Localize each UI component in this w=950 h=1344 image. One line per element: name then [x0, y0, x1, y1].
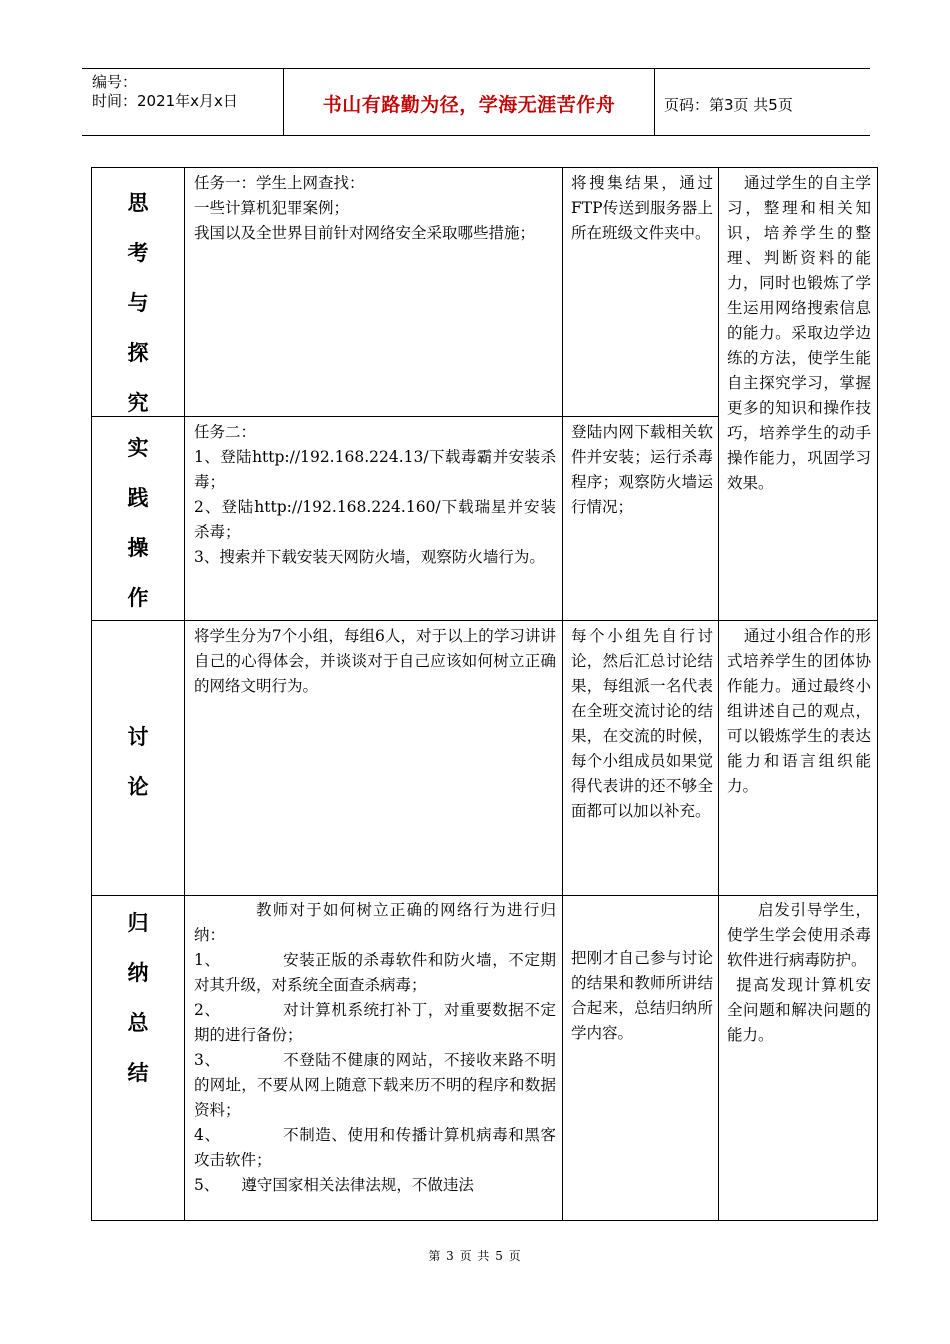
label-char: 归 — [127, 911, 149, 935]
summary-item-text: 不制造、使用和传播计算机病毒和黑客攻击软件； — [194, 1126, 556, 1169]
summary-intro: 教师对于如何树立正确的网络行为进行归纳： — [194, 901, 556, 944]
summary-intent-ability: 提高发现计算机安全问题和解决问题的能力。 — [727, 976, 871, 1044]
table-rule-discuss-summary — [91, 895, 878, 896]
table-rule-practice-discuss — [91, 620, 878, 621]
label-char: 结 — [127, 1061, 149, 1085]
practice-task-title: 任务二： — [194, 423, 257, 441]
label-char: 讨 — [127, 725, 149, 749]
header-top-rule — [82, 68, 870, 69]
table-col-rule-3 — [562, 167, 563, 1221]
discuss-activity: 每个小组先自行讨论，然后汇总讨论结果，每组派一名代表在全班交流讨论的结果，在交流的时候，每个小组成员如果觉得代表讲的还不够全面都可以加以补充。 — [571, 627, 713, 820]
summary-item — [194, 948, 556, 998]
label-char: 总 — [127, 1011, 149, 1035]
row-label-think — [92, 178, 184, 428]
summary-item-text: 遵守国家相关法律法规，不做违法 — [241, 1176, 474, 1194]
table-rule-think-practice — [91, 416, 718, 417]
summary-activity: 把刚才自己参与讨论的结果和教师所讲结合起来，总结归纳所学内容。 — [571, 949, 713, 1042]
label-char: 纳 — [127, 961, 149, 985]
table-col-rule-4 — [718, 167, 719, 1221]
summary-item — [194, 1123, 556, 1173]
summary-item-text: 安装正版的杀毒软件和防火墙，不定期对其升级，对系统全面查杀病毒； — [194, 951, 556, 994]
label-char: 探 — [127, 341, 149, 365]
page-footer: 第 3 页 共 5 页 — [428, 1249, 522, 1263]
think-task-item: 一些计算机犯罪案例； — [194, 199, 350, 217]
label-char: 作 — [127, 586, 149, 610]
practice-content — [194, 420, 556, 570]
discuss-content: 将学生分为7个小组，每组6人，对于以上的学习讲讲自己的心得体会，并谈谈对于自己应该如何树立正确的网络文明行为。 — [194, 627, 556, 695]
table-col-rule-2 — [184, 167, 185, 1221]
summary-item-text: 对计算机系统打补丁，对重要数据不定期的进行备份； — [194, 1001, 556, 1044]
label-char: 操 — [127, 536, 149, 560]
summary-item-number: 3、 — [194, 1051, 221, 1069]
row-label-practice — [92, 423, 184, 623]
practice-task-item: 1、登陆http://192.168.224.13/下载毒霸并安装杀毒； — [194, 448, 556, 491]
practice-task-item: 3、搜索并下载安装天网防火墙，观察防火墙行为。 — [194, 548, 545, 566]
think-task-title: 任务一：学生上网查找： — [194, 174, 365, 192]
table-rule-bottom — [91, 1220, 878, 1221]
header-number-label: 编号： — [92, 73, 138, 91]
header-time-label: 时间：2021年x月x日 — [92, 92, 238, 110]
summary-item — [194, 1173, 556, 1198]
header-page-info: 页码：第3页 共5页 — [664, 96, 793, 114]
label-char: 究 — [127, 391, 149, 415]
label-char: 与 — [127, 291, 149, 315]
think-activity: 将搜集结果，通过FTP传送到服务器上所在班级文件夹中。 — [571, 174, 713, 242]
label-char: 考 — [127, 241, 149, 265]
header-divider-left — [283, 68, 284, 135]
summary-item — [194, 1048, 556, 1123]
label-char: 论 — [127, 775, 149, 799]
table-rule-top — [91, 167, 878, 168]
summary-item — [194, 998, 556, 1048]
summary-item-text: 不登陆不健康的网站，不接收来路不明的网址，不要从网上随意下载来历不明的程序和数据资料； — [194, 1051, 556, 1119]
practice-activity: 登陆内网下载相关软件并安装；运行杀毒程序；观察防火墙运行情况； — [571, 423, 713, 516]
label-char: 践 — [127, 486, 149, 510]
think-task-item: 我国以及全世界目前针对网络安全采取哪些措施； — [194, 224, 536, 242]
header-divider-right — [654, 68, 655, 135]
think-content — [194, 171, 556, 246]
summary-item-number: 5、 — [194, 1176, 220, 1194]
summary-item-number: 4、 — [194, 1126, 221, 1144]
label-char: 实 — [127, 436, 149, 460]
summary-item-number: 1、 — [194, 951, 221, 969]
summary-content — [194, 898, 556, 1218]
table-col-rule-5 — [877, 167, 878, 1221]
think-practice-intent: 通过学生的自主学习，整理和相关知识，培养学生的整理、判断资料的能力，同时也锻炼了学生运用网络搜索信息的能力。采取边学边练的方法，使学生能自主探究学习，掌握更多的知识和操作技巧，培养学生的动手操作能力，巩固学习效果。 — [727, 174, 871, 492]
label-char: 思 — [127, 191, 149, 215]
summary-intent — [727, 898, 871, 1048]
practice-task-item: 2、登陆http://192.168.224.160/下载瑞星并安装杀毒； — [194, 498, 556, 541]
header-motto: 书山有路勤为径，学海无涯苦作舟 — [322, 94, 616, 116]
row-label-discuss — [92, 712, 184, 812]
summary-intent-guide: 启发引导学生，使学生学会使用杀毒软件进行病毒防护。 — [727, 901, 871, 969]
header-bottom-rule — [82, 135, 870, 136]
row-label-summary — [92, 898, 184, 1098]
summary-item-number: 2、 — [194, 1001, 221, 1019]
discuss-intent: 通过小组合作的形式培养学生的团体协作能力。通过最终小组讲述自己的观点，可以锻炼学生的表达能力和语言组织能力。 — [727, 627, 871, 795]
